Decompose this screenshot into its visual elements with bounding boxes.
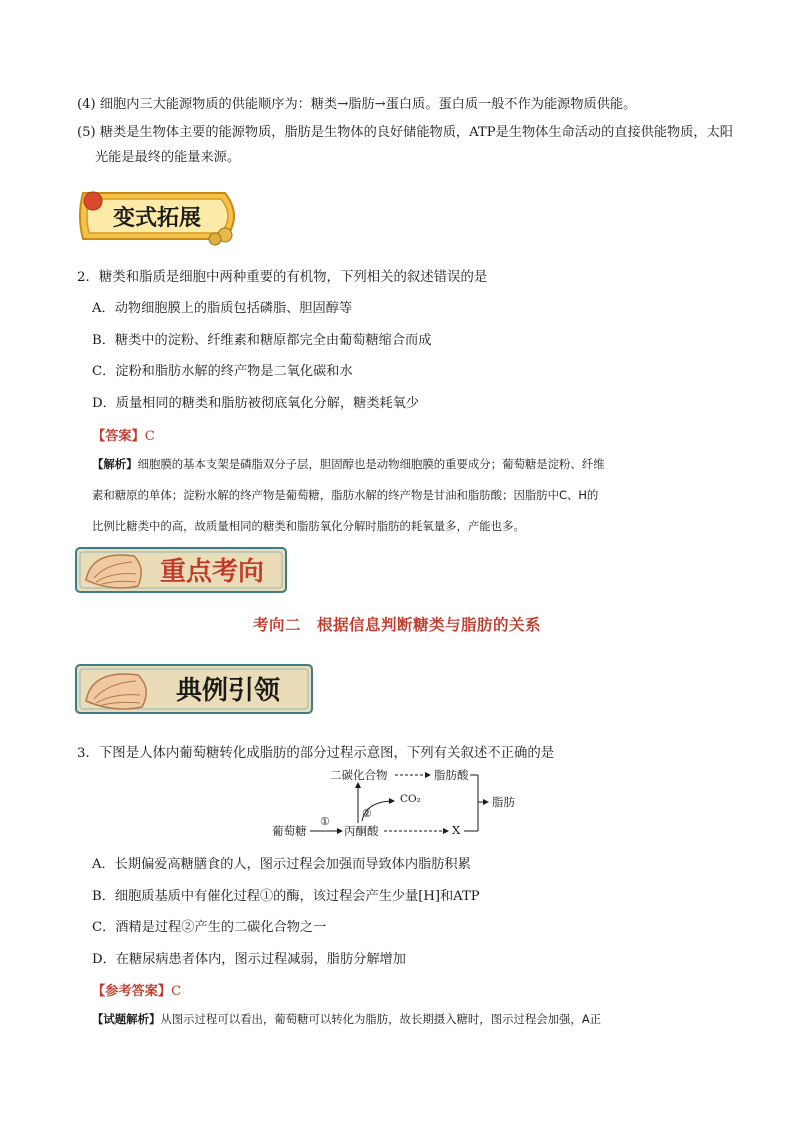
badge-variant-extension: [75, 181, 245, 251]
step-1-label: ①: [320, 815, 330, 828]
question-3-option-c: C．酒精是过程②产生的二碳化合物之一: [92, 920, 327, 935]
node-pyruvate: 丙酮酸: [344, 824, 379, 838]
question-3-option-a: A．长期偏爱高糖膳食的人，图示过程会加强而导致体内脂肪积累: [92, 857, 471, 872]
analysis-line-3: 比例比糖类中的高，故质量相同的糖类和脂肪氧化分解时脂肪的耗氧量多，产能也多。: [92, 519, 525, 533]
question-3-stem: 3．下图是人体内葡萄糖转化成脂肪的部分过程示意图，下列有关叙述不正确的是: [77, 746, 555, 761]
analysis-line-2: 素和糖原的单体；淀粉水解的终产物是葡萄糖，脂肪水解的终产物是甘油和脂肪酸；因脂肪中C、H的: [92, 488, 599, 502]
intro-point-4: (4) 细胞内三大能源物质的供能顺序为：糖类→脂肪→蛋白质。蛋白质一般不作为能源物质供能。: [77, 97, 637, 112]
step-2-label: ②: [362, 807, 372, 820]
badge-key-label: 重点考向: [159, 557, 265, 587]
node-fatty-acid: 脂肪酸: [434, 768, 469, 782]
analysis-label: 【解析】: [92, 457, 138, 471]
analysis-line-1: 细胞膜的基本支架是磷脂双分子层，胆固醇也是动物细胞膜的重要成分；葡萄糖是淀粉、纤维: [137, 457, 605, 471]
section-title: 考向二 根据信息判断糖类与脂肪的关系: [252, 616, 541, 634]
question-3-option-d: D．在糖尿病患者体内，图示过程减弱，脂肪分解增加: [92, 952, 406, 967]
question-2-option-d: D．质量相同的糖类和脂肪被彻底氧化分解，糖类耗氧少: [92, 396, 420, 411]
answer-label: 【参考答案】: [92, 984, 172, 999]
question-2-stem: 2．糖类和脂质是细胞中两种重要的有机物，下列相关的叙述错误的是: [77, 270, 488, 285]
node-x: X: [452, 823, 461, 837]
question-2-option-c: C．淀粉和脂肪水解的终产物是二氧化碳和水: [92, 364, 353, 379]
analysis-line-1: 从图示过程可以看出，葡萄糖可以转化为脂肪，故长期摄入糖时，图示过程会加强，A正: [160, 1012, 601, 1026]
question-2-analysis: [92, 449, 722, 542]
question-3-analysis: [92, 1004, 722, 1035]
diagram-arrows: [270, 765, 530, 845]
question-2-answer: [92, 425, 155, 444]
node-two-carbon-compound: 二碳化合物: [330, 768, 388, 782]
intro-point-5: (5) 糖类是生物体主要的能源物质，脂肪是生物体的良好储能物质，ATP是生物体生命活动的直接供能物质，太阳光能是最终的能量来源。: [77, 125, 733, 165]
question-3-option-b: B．细胞质基质中有催化过程①的酶，该过程会产生少量[H]和ATP: [92, 889, 480, 904]
badge-key-direction: [72, 542, 292, 598]
question-3-answer: [92, 980, 181, 999]
badge-variant-label: 变式拓展: [112, 205, 202, 231]
answer-value: C: [171, 984, 182, 999]
analysis-label: 【试题解析】: [92, 1012, 161, 1026]
answer-label: 【答案】: [92, 429, 145, 444]
badge-example-lead: [72, 659, 317, 719]
question-2-option-b: B．糖类中的淀粉、纤维素和糖原都完全由葡萄糖缩合而成: [92, 333, 432, 348]
answer-value: C: [144, 429, 155, 444]
node-co2: CO₂: [400, 793, 421, 805]
question-2-option-a: A．动物细胞膜上的脂质包括磷脂、胆固醇等: [92, 301, 353, 316]
glucose-to-fat-diagram: [270, 765, 530, 845]
node-fat: 脂肪: [492, 795, 515, 809]
node-glucose: 葡萄糖: [272, 824, 307, 838]
badge-example-label: 典例引领: [175, 676, 281, 706]
